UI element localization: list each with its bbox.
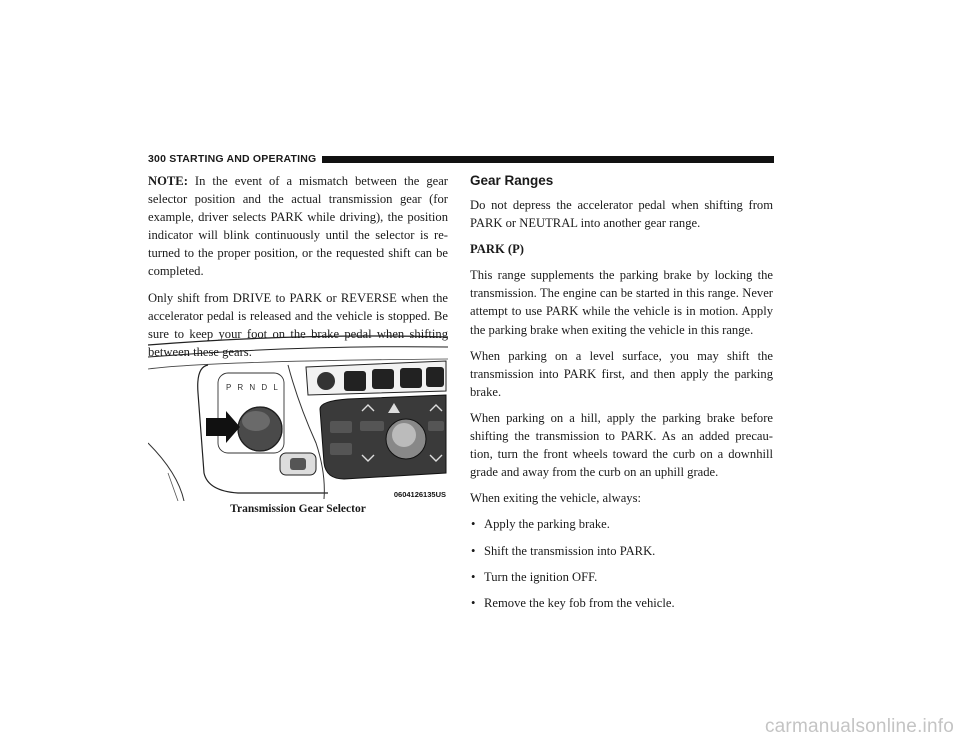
watermark: carmanualsonline.info — [764, 716, 954, 737]
intro-paragraph: Do not depress the accelerator pedal when shifting from PARK or NEUTRAL into another gear range. — [470, 198, 773, 231]
header-rule — [322, 156, 774, 163]
park-paragraph-3: When parking on a hill, apply the parking brake before shifting the transmission to PARK. As an added precau-tion, turn the front wheels toward the curb on a downhill grade and away from the curb on an uphill grade. — [470, 410, 773, 480]
park-paragraph-2: When parking on a level surface, you may shift the transmission into PARK first, and then apply the parking brake. — [470, 348, 773, 399]
park-subtitle: PARK (P) — [470, 242, 524, 257]
exit-intro: When exiting the vehicle, always: — [470, 491, 642, 506]
park-paragraph-1: This range supplements the parking brake by locking the transmission. The engine can be started in this range. Never attempt to use PARK while the vehicle is in motion. Apply the parking brake when exiting the vehicle in this range. — [470, 268, 773, 337]
note-label: NOTE: — [148, 174, 188, 188]
gear-selector-figure — [148, 323, 448, 501]
figure-code: 0604126135US — [393, 490, 446, 499]
list-item: • Turn the ignition OFF. — [470, 568, 773, 586]
prndl-label: P R N D L — [226, 383, 280, 392]
figure-caption: Transmission Gear Selector — [230, 503, 366, 515]
page-header — [148, 152, 774, 166]
page-header-text: 300 STARTING AND OPERATING — [148, 153, 317, 165]
list-item: • Remove the key fob from the vehicle. — [470, 594, 773, 612]
section-title: Gear Ranges — [470, 173, 554, 188]
list-item: • Shift the transmission into PARK. — [470, 542, 773, 560]
note-text: In the event of a mismatch between the gear selector position and the actual transmission gear (for example, driver selects PARK while driving), the position indicator will blink continuously until the selector is re-turned to the proper position, or the requested shift can be completed. — [148, 174, 448, 279]
right-column — [470, 172, 773, 620]
gear-selector-illustration — [148, 323, 448, 501]
note-paragraph — [148, 172, 448, 281]
exit-checklist — [470, 515, 773, 611]
shift-paragraph: Only shift from DRIVE to PARK or REVERSE when the accelerator pedal is released and the vehicle is stopped. Be sure to keep your foot on the brake pedal when shifting between these gears. — [148, 290, 448, 359]
list-item: • Apply the parking brake. — [470, 515, 773, 533]
